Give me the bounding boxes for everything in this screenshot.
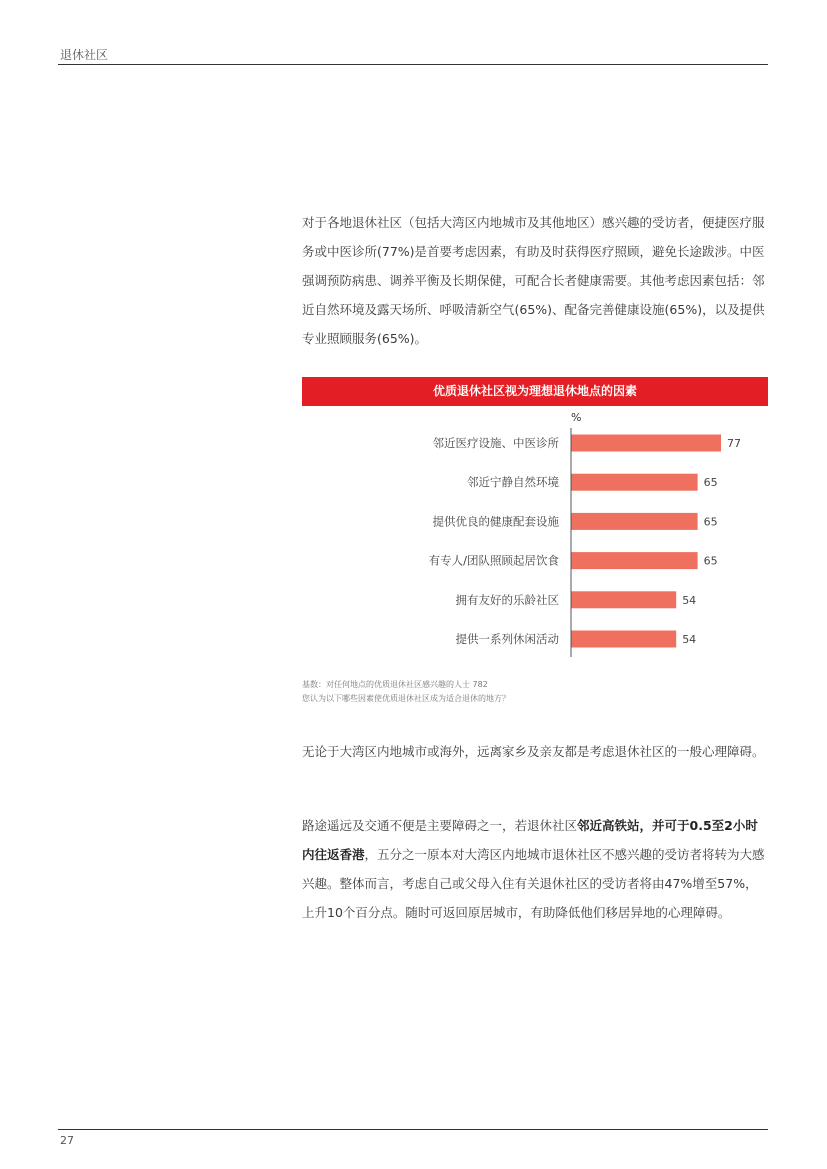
unit-label: % — [571, 411, 582, 424]
chart-base-note: 基数：对任何地点的优质退休社区感兴趣的人士 782 — [302, 680, 488, 689]
bar-2 — [571, 474, 698, 491]
paragraph-3 — [302, 811, 768, 927]
paragraph-3-part-a: 路途遥远及交通不便是主要障碍之一，若退休社区 — [302, 818, 578, 833]
category-label: 提供优良的健康配套设施 — [432, 514, 559, 529]
paragraph-2: 无论于大湾区内地城市或海外，远离家乡及亲友都是考虑退休社区的一般心理障碍。 — [302, 744, 765, 759]
category-label: 邻近宁静自然环境 — [467, 475, 559, 490]
bar-3 — [571, 513, 698, 530]
bar-6 — [571, 631, 676, 648]
value-label: 65 — [703, 476, 718, 490]
category-label: 拥有友好的乐龄社区 — [455, 592, 559, 607]
bar-1 — [571, 435, 721, 452]
chart-title: 优质退休社区视为理想退休地点的因素 — [302, 377, 768, 406]
value-label: 54 — [682, 593, 697, 607]
paragraph-3-part-c: ，五分之一原本对大湾区内地城市退休社区不感兴趣的受访者将转为大感兴趣。整体而言，考虑自己或父母入住有关退休社区的受访者将由47%增至57%，上升10个百分点。随时可返回原居城市，有助降低他们移居异地的心理障碍。 — [302, 847, 765, 920]
category-label: 邻近医疗设施、中医诊所 — [432, 436, 559, 450]
header-rule — [58, 64, 768, 65]
chart-question-note: 您认为以下哪些因素使优质退休社区成为适合退休的地方？ — [302, 694, 510, 703]
value-label: 54 — [682, 633, 697, 646]
paragraph-1: 对于各地退休社区（包括大湾区内地城市及其他地区）感兴趣的受访者，便捷医疗服务或中医诊所(77%)是首要考虑因素，有助及时获得医疗照顾，避免长途跋涉。中医强调预防病患、调养平衡及长期保健，可配合长者健康需要。其他考虑因素包括：邻近自然环境及露天场所、呼吸清新空气(65%)、配备完善健康设施(65%)，以及提供专业照顾服务(65%)。 — [302, 215, 765, 346]
category-label: 提供一系列休闲活动 — [455, 632, 559, 646]
bar-4 — [571, 552, 698, 569]
value-label: 65 — [703, 515, 718, 529]
category-label: 有专人/团队照顾起居饮食 — [428, 553, 559, 568]
page-number: 27 — [60, 1134, 74, 1147]
header-title: 退休社区 — [60, 48, 109, 62]
bar-5 — [571, 591, 676, 608]
value-label: 77 — [727, 437, 741, 450]
paragraph-3-highlight: 邻近高铁站，并可于0.5至2小时内往返香港 — [302, 818, 758, 862]
footer-rule — [58, 1129, 768, 1130]
value-label: 65 — [703, 554, 718, 568]
